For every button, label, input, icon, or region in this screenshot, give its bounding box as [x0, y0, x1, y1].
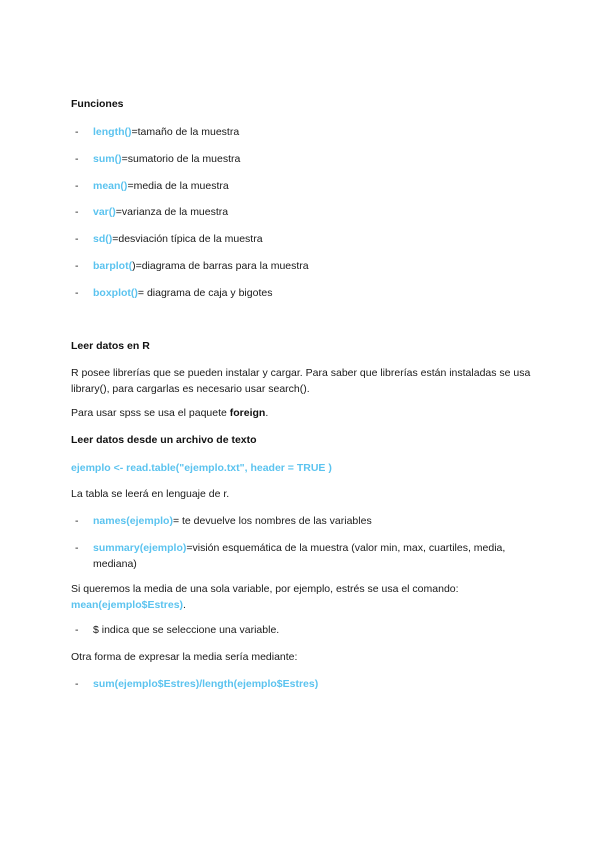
spss-text: Para usar spss se usa el paquete: [71, 407, 230, 419]
bullet-dash: -: [75, 624, 79, 636]
item-desc: =varianza de la muestra: [115, 206, 229, 218]
tabla-paragraph: La tabla se leerá en lenguaje de r.: [71, 488, 230, 500]
period: .: [265, 407, 269, 419]
bullet-dash: -: [75, 515, 79, 527]
code-sum: sum(): [93, 153, 122, 165]
code-length: length(): [93, 126, 132, 138]
leer-datos-heading: Leer datos en R: [71, 340, 150, 352]
bullet-dash: -: [75, 126, 79, 138]
otra-forma-paragraph: Otra forma de expresar la media sería mediante:: [71, 651, 298, 663]
librerias-paragraph: R posee librerías que se pueden instalar y cargar. Para saber que librerías están instaladas se usa library(), para cargarlas es necesario usar search().: [71, 367, 531, 395]
final-code: sum(ejemplo$Estres)/length(ejemplo$Estres): [93, 678, 319, 690]
bullet-dash: -: [75, 542, 79, 554]
item-desc: = diagrama de caja y bigotes: [137, 287, 273, 299]
bullet-dash: -: [75, 260, 79, 272]
code-boxplot: boxplot(): [93, 287, 138, 299]
item-desc: = te devuelve los nombres de las variables: [172, 515, 372, 527]
bullet-dash: -: [75, 153, 79, 165]
bullet-dash: -: [75, 206, 79, 218]
item-desc: =visión esquemática de la muestra (valor min, max, cuartiles, media, mediana): [93, 542, 506, 570]
code-mean: mean(): [93, 180, 128, 192]
media-text: Si queremos la media de una sola variable, por ejemplo, estrés se usa el comando:: [71, 583, 459, 595]
funciones-heading: Funciones: [71, 98, 124, 110]
item-desc: =tamaño de la muestra: [131, 126, 240, 138]
code-sd: sd(): [93, 233, 113, 245]
read-table-code: ejemplo <- read.table("ejemplo.txt", header = TRUE ): [71, 462, 332, 474]
item-desc: )=diagrama de barras para la muestra: [132, 260, 309, 272]
dollar-item: $ indica que se seleccione una variable.: [93, 624, 280, 636]
bullet-dash: -: [75, 287, 79, 299]
code-names: names(ejemplo): [93, 515, 173, 527]
foreign-keyword: foreign: [229, 407, 266, 419]
bullet-dash: -: [75, 180, 79, 192]
archivo-texto-heading: Leer datos desde un archivo de texto: [71, 434, 257, 446]
item-desc: =media de la muestra: [127, 180, 229, 192]
bullet-dash: -: [75, 678, 79, 690]
item-desc: =desviación típica de la muestra: [112, 233, 263, 245]
code-barplot: barplot(: [93, 260, 133, 272]
media-paragraph: [71, 581, 531, 613]
item-desc: =sumatorio de la muestra: [121, 153, 241, 165]
mean-code: mean(ejemplo$Estres): [71, 599, 184, 611]
bullet-dash: -: [75, 233, 79, 245]
spss-paragraph: [71, 405, 531, 421]
period: .: [183, 599, 186, 611]
code-summary: summary(ejemplo): [93, 542, 187, 554]
code-var: var(): [93, 206, 116, 218]
